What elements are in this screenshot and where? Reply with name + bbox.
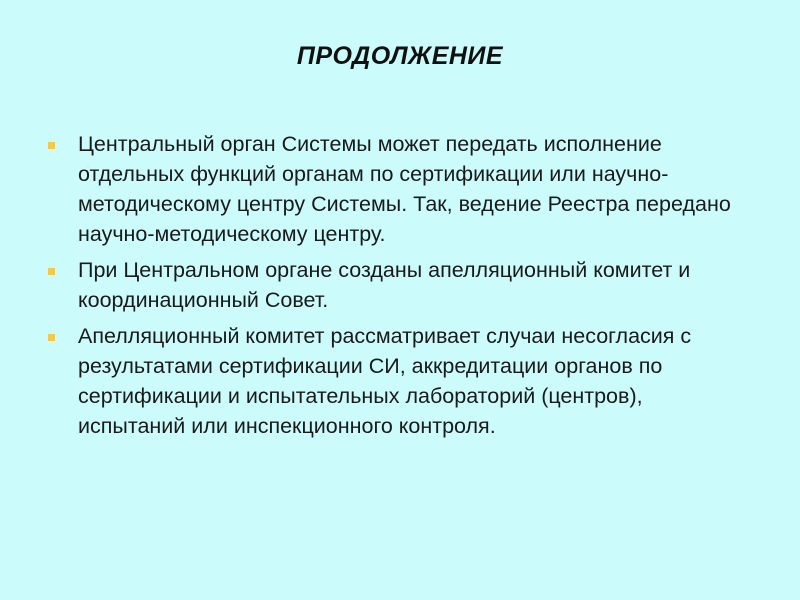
square-bullet-icon [48, 334, 55, 341]
square-bullet-icon [48, 268, 55, 275]
slide-title: ПРОДОЛЖЕНИЕ [296, 42, 504, 70]
bullet-item [48, 129, 738, 249]
bullet-list [48, 129, 738, 447]
bullet-item [48, 321, 738, 441]
bullet-text: Центральный орган Системы может передать исполнение отдельных функций органам по сертификации или научно-методическому центру Системы. Так, ведение Реестра передано научно-методическому центру. [78, 132, 731, 246]
bullet-item [48, 255, 738, 315]
square-bullet-icon [48, 142, 55, 149]
bullet-text: При Центральном органе созданы апелляционный комитет и координационный Совет. [78, 258, 691, 312]
bullet-text: Апелляционный комитет рассматривает случаи несогласия с результатами сертификации СИ, аккредитации органов по сертификации и испытательных лабораторий (центров), испытаний или инспекционного контроля. [78, 324, 692, 438]
